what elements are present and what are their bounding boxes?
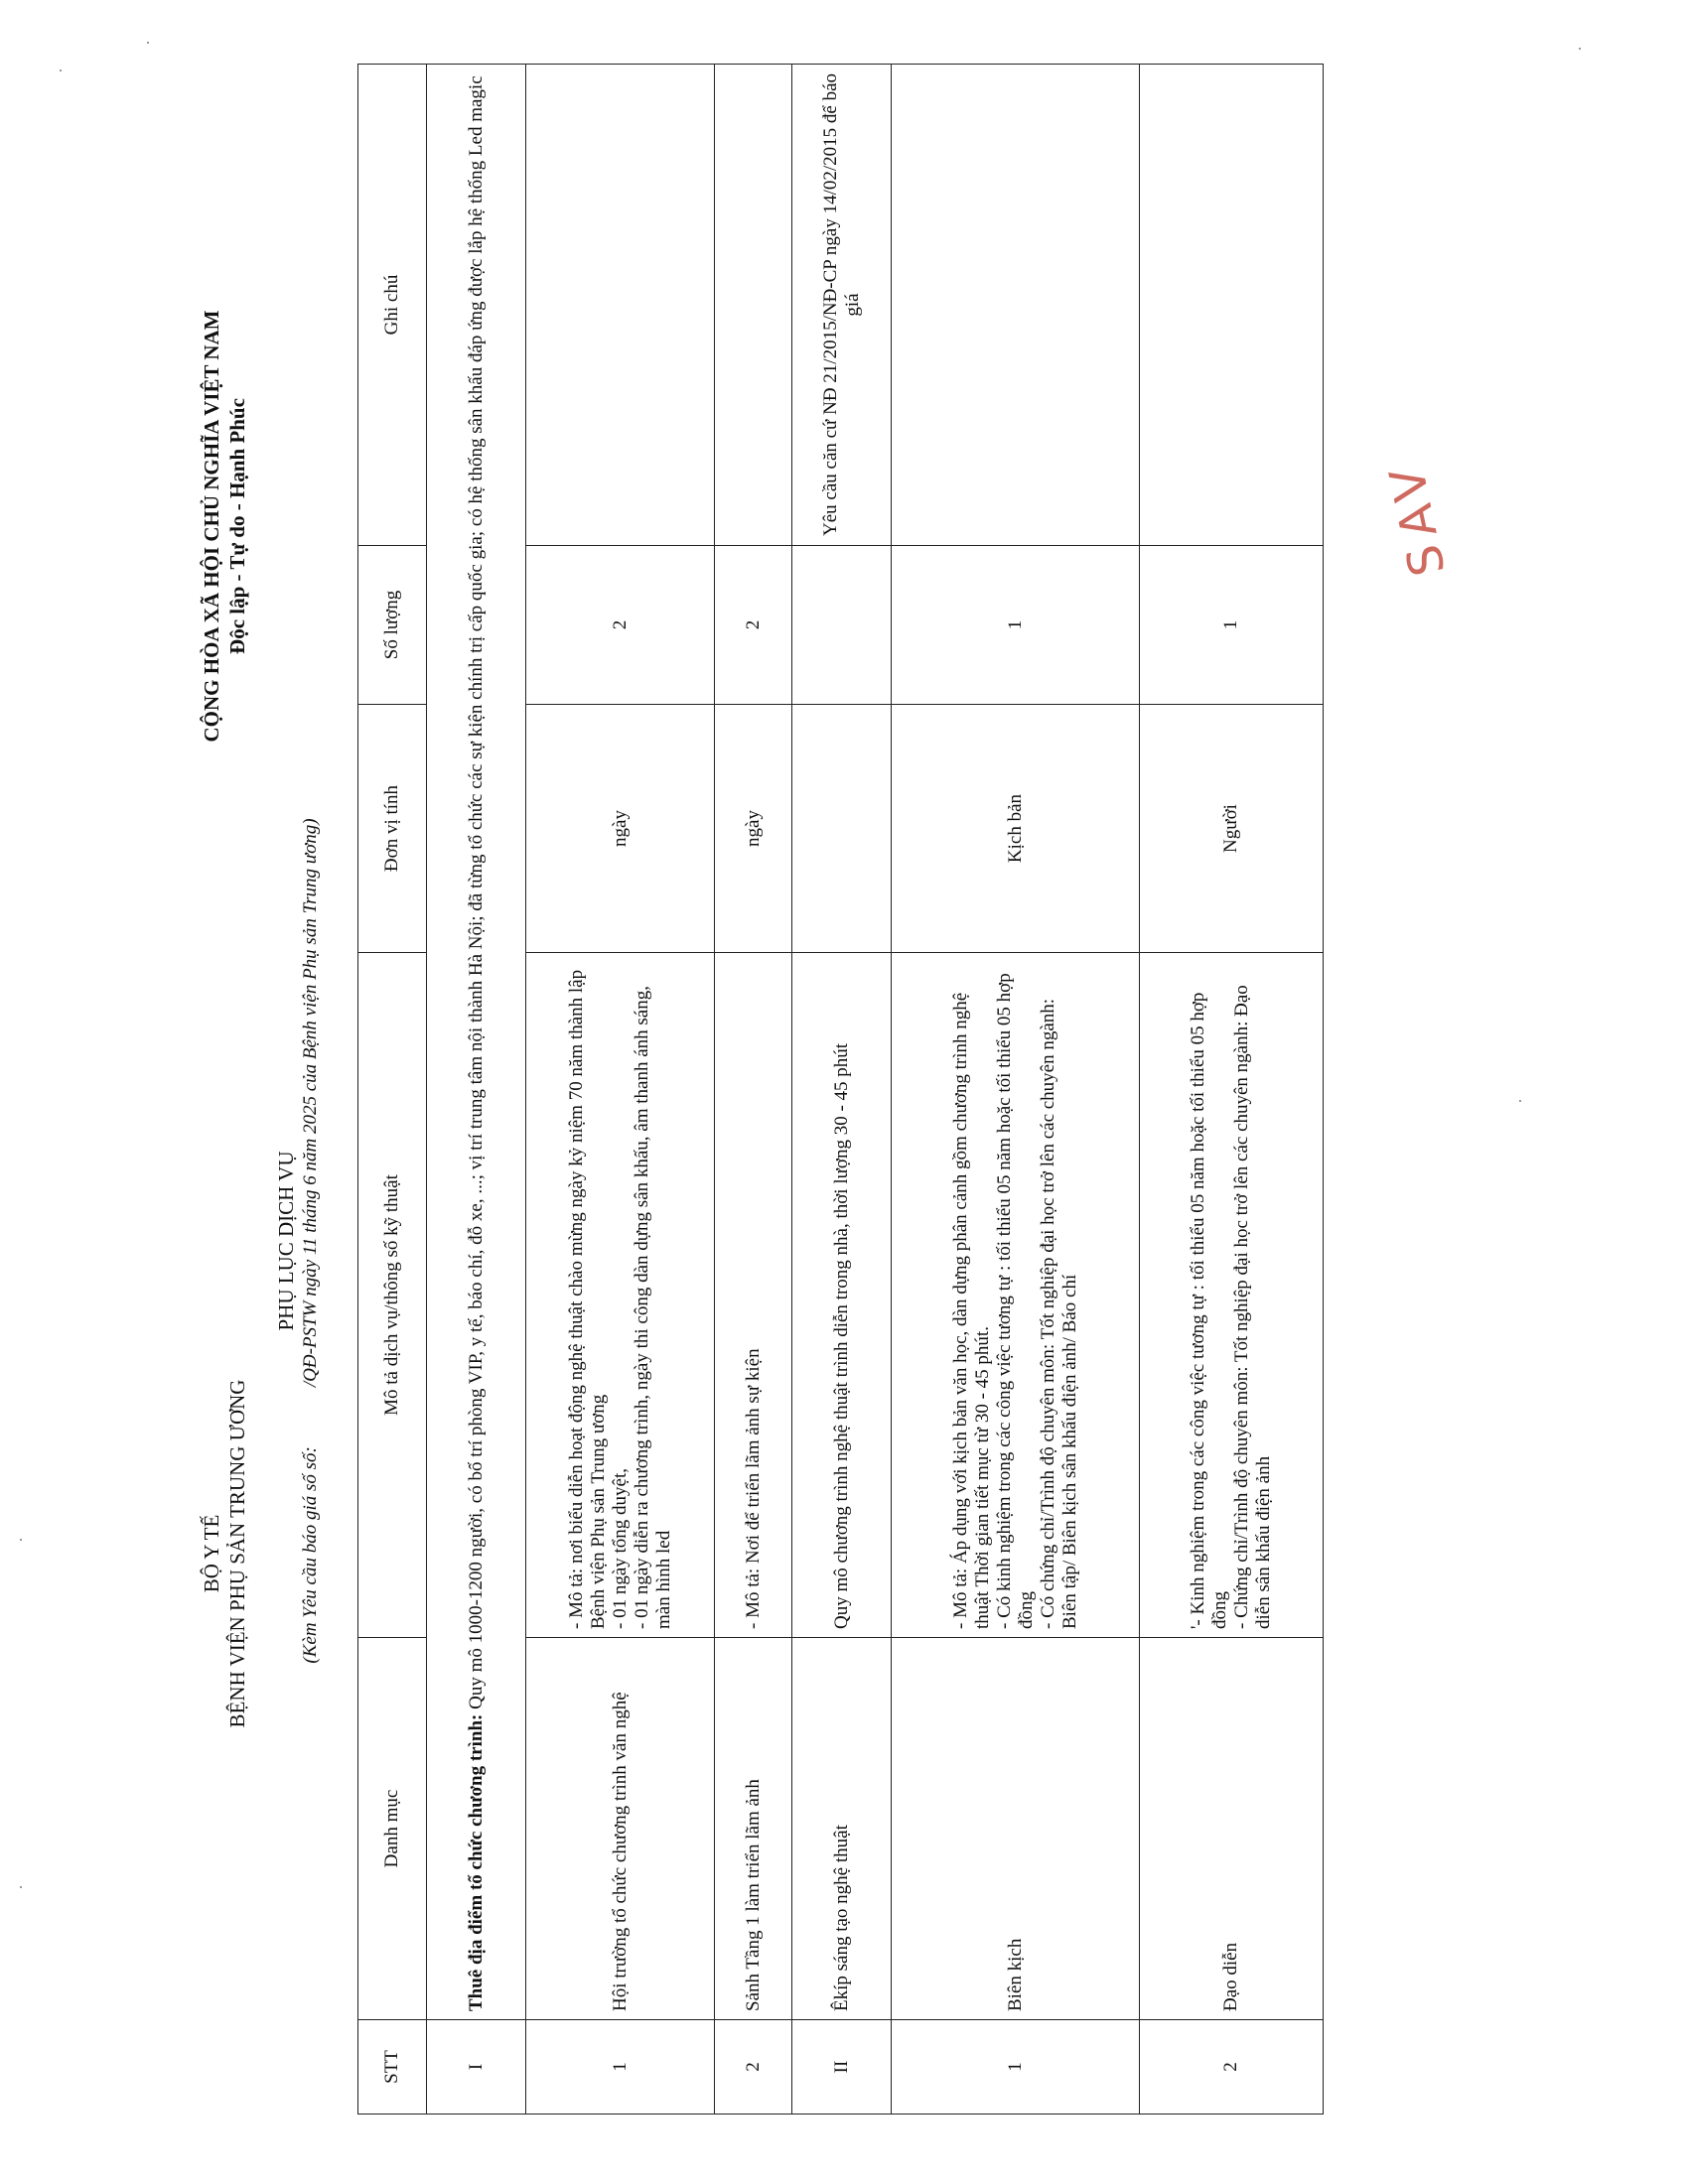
row-note: Yêu cầu căn cứ NĐ 21/2015/NĐ-CP ngày 14/02/2015 để báo giá <box>792 65 892 546</box>
row-unit: Người <box>1140 705 1324 953</box>
row-description <box>1140 953 1324 1638</box>
desc-line: - Mô tả: nơi biểu diễn hoạt động nghệ thuật chào mừng ngày kỷ niệm 70 năm thành lập Bệnh viện Phụ sản Trung ương <box>565 969 609 1629</box>
header-stt: STT <box>358 2020 427 2115</box>
table-row <box>526 65 715 2115</box>
row-quantity: 1 <box>892 546 1140 705</box>
service-appendix-table <box>357 64 1324 2115</box>
row-item: Êkíp sáng tạo nghệ thuật <box>792 1638 892 2020</box>
desc-line: - Mô tả: Nơi để triển lãm ảnh sự kiện <box>742 1348 764 1629</box>
header-unit: Đơn vị tính <box>358 705 427 953</box>
desc-line: - Mô tả: Áp dụng với kịch bản văn học, dàn dựng phân cảnh gồm chương trình nghệ thuật Thời gian tiết mục từ 30 - 45 phút. <box>949 992 993 1629</box>
table-row <box>715 65 792 2115</box>
section-venue <box>427 65 526 2020</box>
header-category: Danh mục <box>358 1638 427 2020</box>
ministry-name: BỘ Y TẾ <box>200 1514 223 1593</box>
header-description: Mô tả dịch vụ/thông số kỹ thuật <box>358 953 427 1638</box>
header-quantity: Số lượng <box>358 546 427 705</box>
desc-line: - 01 ngày tổng duyệt, <box>609 1467 631 1629</box>
subtitle-decision: /QĐ-PSTW ngày 11 tháng 6 năm 2025 của Bệnh viện Phụ sản Trung ương) <box>300 818 321 1388</box>
row-note <box>526 65 715 546</box>
row-stt: II <box>792 2020 892 2115</box>
row-unit: Kịch bản <box>892 705 1140 953</box>
row-note <box>1140 65 1324 546</box>
desc-line: Quy mô chương trình nghệ thuật trình diễn trong nhà, thời lượng 30 - 45 phút <box>830 1042 852 1629</box>
row-unit: ngày <box>715 705 792 953</box>
row-quantity: 2 <box>526 546 715 705</box>
table-row <box>892 65 1140 2115</box>
motto: Độc lập - Tự do - Hạnh Phúc <box>225 398 249 654</box>
subtitle-ref: (Kèm Yêu cầu báo giá số số: <box>300 1446 321 1664</box>
desc-line: - Có kinh nghiệm trong các công việc tương tự : tối thiểu 05 năm hoặc tối thiểu 05 hợp đồng <box>993 973 1037 1629</box>
desc-line: - Có chứng chỉ/Trình độ chuyên môn: Tốt nghiệp đại học trở lên các chuyên ngành: Biên tập/ Biên kịch sân khấu điện ảnh/ Báo chí <box>1037 998 1080 1629</box>
country-name: CỘNG HÒA XÃ HỘI CHỦ NGHĨA VIỆT NAM <box>200 310 223 743</box>
row-note <box>715 65 792 546</box>
section-text: Quy mô 1000-1200 người, có bố trí phòng VIP, y tế, báo chí, đỗ xe, ...; vị trí trung tâm nội thành Hà Nội; đã từng tổ chức các sự kiện chính trị cấp quốc gia; có hệ thống sân khấu đáp ứng được lắp hệ thống Led magic <box>465 75 487 1714</box>
row-stt: I <box>427 2020 526 2115</box>
section-label: Thuê địa điểm tổ chức chương trình: <box>465 1713 487 2011</box>
row-description <box>715 953 792 1638</box>
row-item: Đạo diễn <box>1140 1638 1324 2020</box>
hospital-name: BỆNH VIỆN PHỤ SẢN TRUNG ƯƠNG <box>225 1379 249 1728</box>
table-header-row <box>358 65 427 2115</box>
document-subtitle <box>299 695 323 1787</box>
row-stt: 2 <box>715 2020 792 2115</box>
desc-line: '- Kinh nghiệm trong các công việc tương tự : tối thiểu 05 năm hoặc tối thiểu 05 hợp đồng <box>1188 992 1230 1629</box>
row-stt: 1 <box>526 2020 715 2115</box>
document-title: PHỤ LỤC DỊCH VỤ <box>274 1151 298 1331</box>
ministry-header <box>199 1246 250 1861</box>
row-note <box>892 65 1140 546</box>
national-motto <box>199 228 250 824</box>
table-row <box>1140 65 1324 2115</box>
row-quantity: 2 <box>715 546 792 705</box>
red-stamp-mark: SAV <box>1377 455 1457 582</box>
row-description <box>892 953 1140 1638</box>
header-note: Ghi chú <box>358 65 427 546</box>
desc-line: - Chứng chỉ/Trình độ chuyên môn: Tốt nghiệp đại học trở lên các chuyên ngành: Đạo diễn sân khấu điện ảnh <box>1231 985 1274 1629</box>
desc-line: - 01 ngày diễn ra chương trình, ngày thi công dàn dựng sân khấu, âm thanh ánh sáng, màn hình led <box>631 986 674 1629</box>
row-quantity <box>792 546 892 705</box>
row-description <box>792 953 892 1638</box>
row-description <box>526 953 715 1638</box>
table-row <box>427 65 526 2115</box>
row-stt: 2 <box>1140 2020 1324 2115</box>
table-row <box>792 65 892 2115</box>
row-unit <box>792 705 892 953</box>
row-stt: 1 <box>892 2020 1140 2115</box>
row-unit: ngày <box>526 705 715 953</box>
row-item: Biên kịch <box>892 1638 1140 2020</box>
row-item: Sảnh Tầng 1 làm triển lãm ảnh <box>715 1638 792 2020</box>
title-block <box>273 695 323 1787</box>
row-quantity: 1 <box>1140 546 1324 705</box>
row-item: Hội trường tổ chức chương trình văn nghệ <box>526 1638 715 2020</box>
